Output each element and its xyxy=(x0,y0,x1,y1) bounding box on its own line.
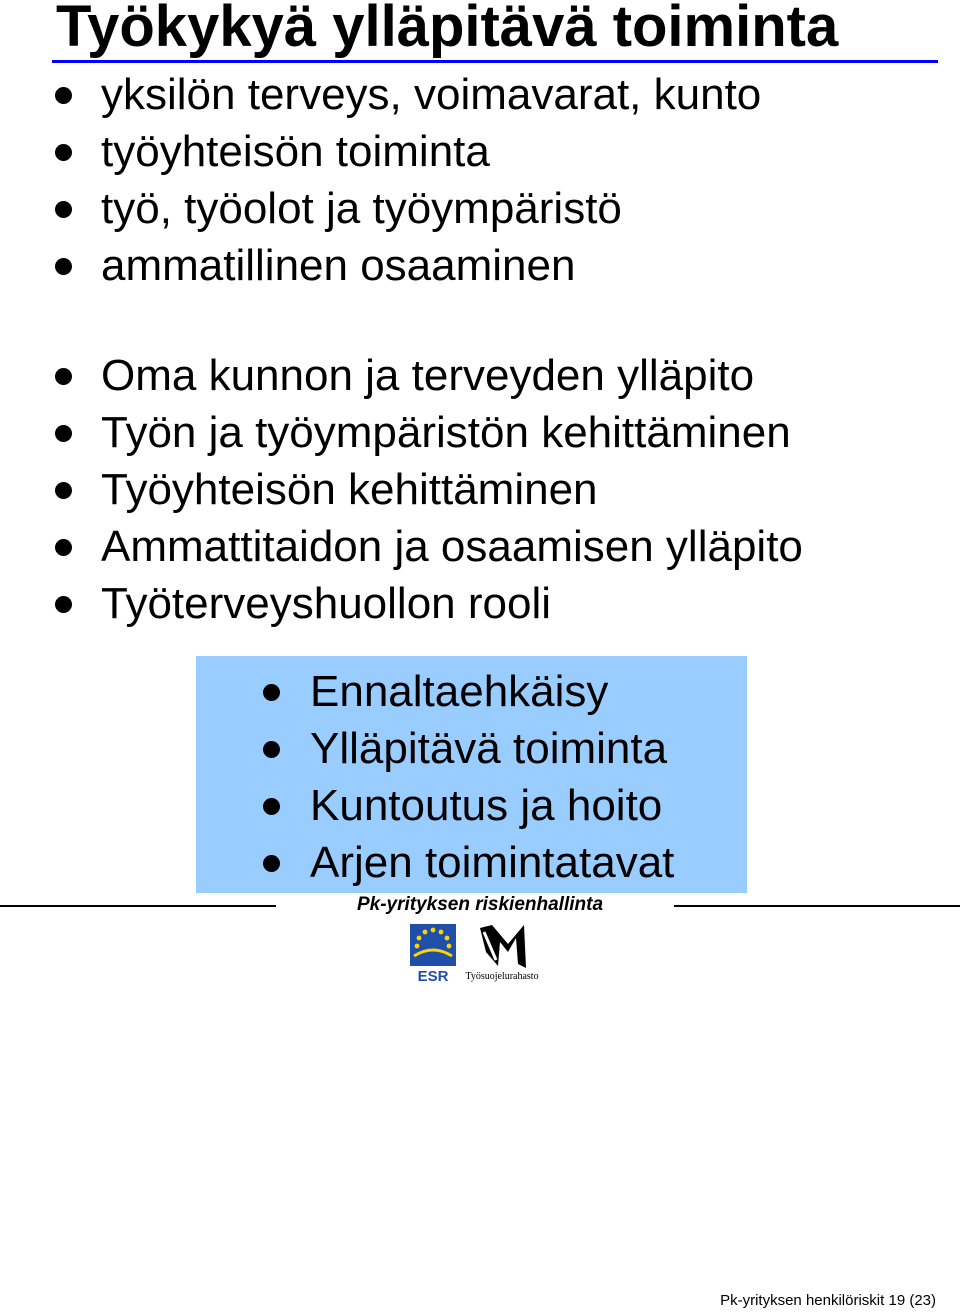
callout-item: Kuntoutus ja hoito xyxy=(310,781,663,830)
list-item: työyhteisön toiminta xyxy=(101,127,490,176)
esr-logo-text: ESR xyxy=(417,968,449,982)
bullet-dot-icon xyxy=(55,368,72,385)
tyosuojelurahasto-logo-text: Työsuojelurahasto xyxy=(465,971,539,982)
bullet-dot-icon xyxy=(55,482,72,499)
title-underline xyxy=(52,60,938,63)
page-number: Pk-yrityksen henkilöriskit 19 (23) xyxy=(720,1292,936,1309)
esr-logo-icon xyxy=(410,924,456,982)
list-item: Ammattitaidon ja osaamisen ylläpito xyxy=(101,522,803,571)
bullet-dot-icon xyxy=(55,201,72,218)
bullet-dot-icon xyxy=(55,539,72,556)
bullet-dot-icon xyxy=(55,425,72,442)
bullet-dot-icon xyxy=(55,596,72,613)
callout-item: Ennaltaehkäisy xyxy=(310,667,609,716)
list-item: Työn ja työympäristön kehittäminen xyxy=(101,408,791,457)
list-item: yksilön terveys, voimavarat, kunto xyxy=(101,70,762,119)
list-item: työ, työolot ja työympäristö xyxy=(101,184,622,233)
bullet-dot-icon xyxy=(263,798,280,815)
bullet-dot-icon xyxy=(263,741,280,758)
list-item: Työyhteisön kehittäminen xyxy=(101,465,598,514)
callout-item: Ylläpitävä toiminta xyxy=(310,724,668,773)
callout-item: Arjen toimintatavat xyxy=(310,838,675,887)
footer-title: Pk-yrityksen riskienhallinta xyxy=(356,894,604,915)
list-item: Oma kunnon ja terveyden ylläpito xyxy=(101,351,755,400)
bullet-dot-icon xyxy=(55,144,72,161)
list-item: Työterveyshuollon rooli xyxy=(101,579,552,628)
bullet-dot-icon xyxy=(55,258,72,275)
list-item: ammatillinen osaaminen xyxy=(101,241,576,290)
bullet-dot-icon xyxy=(263,684,280,701)
page-title: Työkykyä ylläpitävä toiminta xyxy=(56,0,839,59)
bullet-dot-icon xyxy=(55,87,72,104)
bullet-dot-icon xyxy=(263,855,280,872)
